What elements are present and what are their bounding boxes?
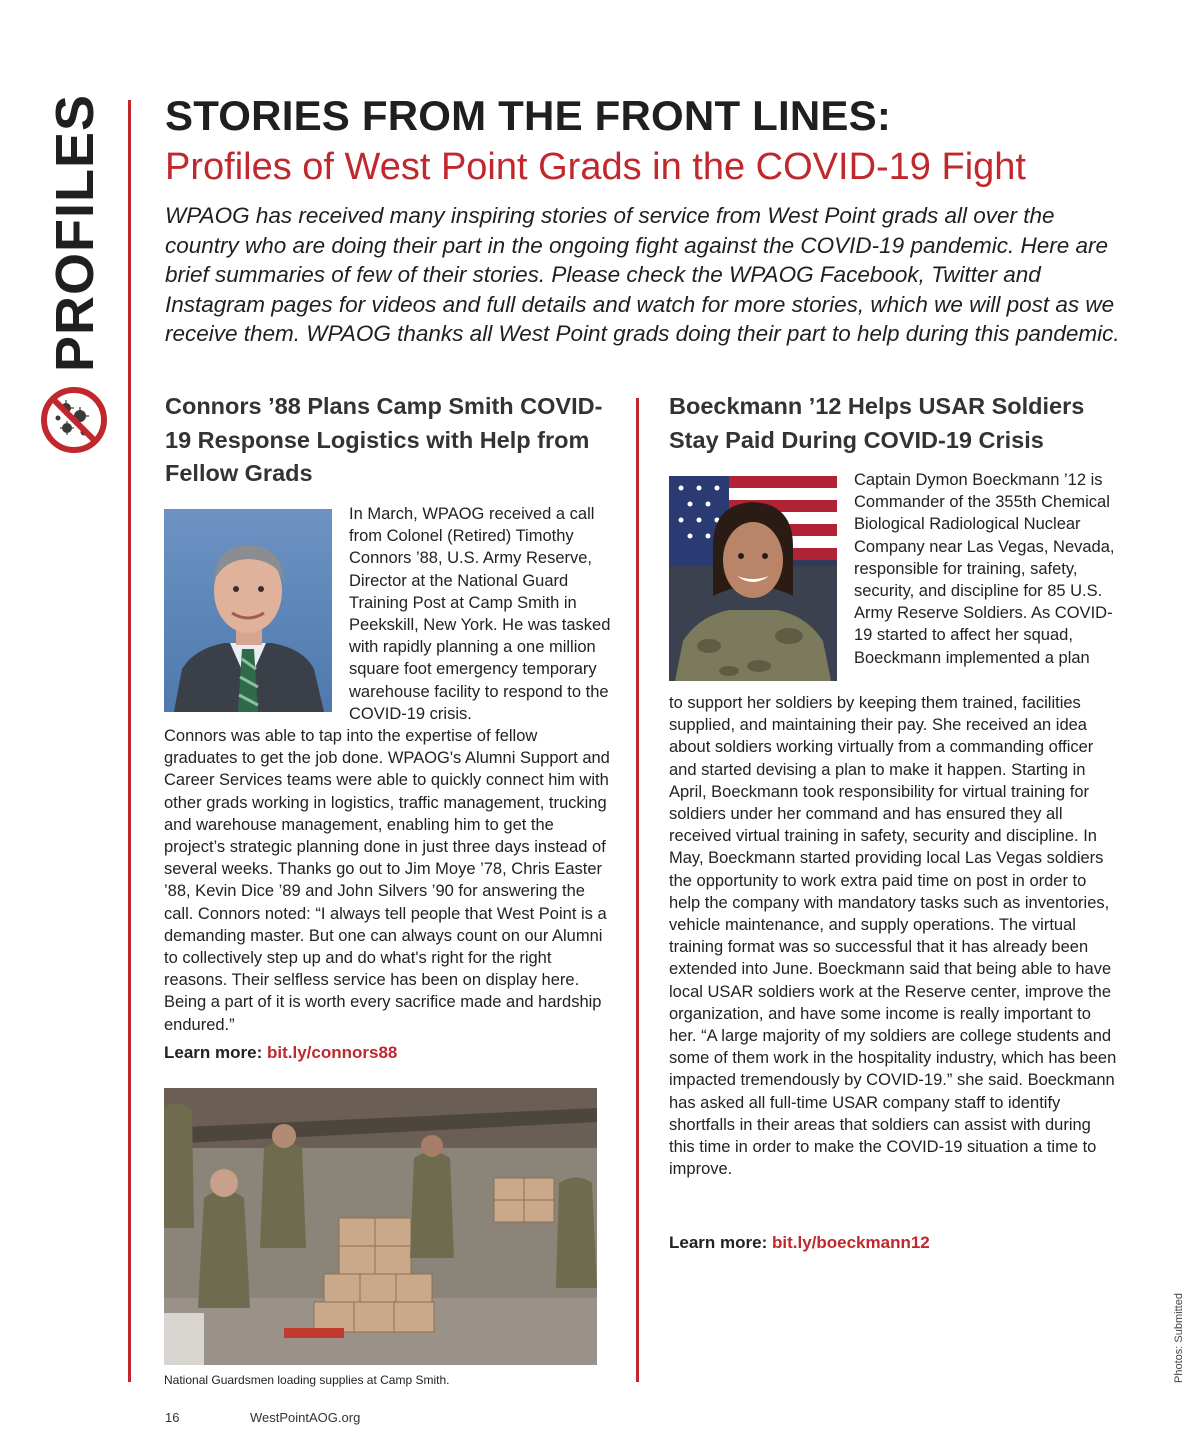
warehouse-photo-caption: National Guardsmen loading supplies at Camp Smith. — [164, 1373, 450, 1387]
boeckmann-portrait — [669, 476, 837, 681]
photo-credit — [1168, 1290, 1190, 1386]
left-divider-rule — [128, 100, 131, 1382]
boeckmann-body-text-block — [669, 692, 1119, 1180]
boeckmann-body-text: to support her soldiers by keeping them trained, facilities supplied, and maintaining their pay. She received an idea about soldiers working virtually from a commanding officer and started devising a plan to make it happen. Starting in April, Boeckmann took responsibility for virtual training for soldiers under her command and has ensured they all received virtual training in safety, security and discipline. In May, Boeckmann started providing local Las Vegas soldiers the opportunity to work extra paid time on post in order to help the company with mandatory tasks such as inventories, vehicle maintenance, and supply operations. The virtual training format was so successful that it has already been extended into June. Boeckmann said that being able to have local USAR soldiers work at the Reserve center, improve the organization, and have some income is really important to her. “A large majority of my soldiers are college students and some of them work in the hospitality industry, which has been impacted tremendously by COVID-19.” she said. Boeckmann has asked all full-time USAR company staff to identify shortfalls in their areas that soldiers can assist with during this time in order to make the COVID-19 situation a time to improve. — [669, 694, 1117, 1179]
boeckmann-learn-more — [669, 1233, 930, 1253]
covid-prohibited-icon — [40, 386, 108, 454]
warehouse-photo — [164, 1088, 597, 1365]
section-label-text: PROFILES — [45, 93, 105, 372]
page-number: 16 — [165, 1410, 180, 1425]
boeckmann-article-heading: Boeckmann ’12 Helps USAR Soldiers Stay Paid During COVID-19 Crisis — [669, 393, 1085, 453]
page-subtitle: Profiles of West Point Grads in the COVID-19 Fight — [165, 146, 1026, 188]
page-title: STORIES FROM THE FRONT LINES: — [165, 92, 892, 139]
connors-article-heading: Connors ’88 Plans Camp Smith COVID-19 Response Logistics with Help from Fellow Grads — [165, 393, 603, 486]
connors-learn-more — [164, 1043, 397, 1063]
connors-learn-more-link[interactable]: bit.ly/connors88 — [266, 1043, 398, 1062]
boeckmann-learn-more-link[interactable]: bit.ly/boeckmann12 — [771, 1233, 930, 1252]
boeckmann-intro-text: Captain Dymon Boeckmann ’12 is Commander of the 355th Chemical Biological Radiological Nuclear Company near Las Vegas, Nevada, responsible for training, safety, security, and discipline for 85 U.S. Army Reserve Soldiers. As COVID-19 started to affect her squad, Boeckmann implemented a plan — [854, 471, 1115, 667]
column-divider-rule — [636, 398, 639, 1382]
section-label — [30, 95, 120, 370]
connors-learn-more-label: Learn more: — [164, 1043, 263, 1062]
photo-credit-text: Photos: Submitted — [1173, 1293, 1185, 1383]
connors-body-text: Connors was able to tap into the expertise of fellow graduates to get the job done. WPAOG's Alumni Support and Career Services teams were able to quickly connect him with other grads working in logistics, traffic management, trucking and warehouse management, enabling him to get the project’s strategic planning done in just three days instead of several weeks. Thanks go out to Jim Moye ’78, Chris Easter ’88, Kevin Dice ’89 and John Silvers ’90 for answering the call. Connors noted: “I always tell people that West Point is a demanding master. But one can always count on our Alumni to collectively step up and do what's right for the right reasons. Their selfless service has been on display here. Being a part of it is worth every sacrifice made and hardship endured.” — [164, 727, 610, 1034]
connors-intro-text: In March, WPAOG received a call from Colonel (Retired) Timothy Connors ’88, U.S. Army Reserve, Director at the National Guard Training Post at Camp Smith in Peekskill, New York. He was tasked with rapidly planning a one million square foot emergency temporary warehouse facility to respond to the COVID-19 crisis. — [349, 505, 611, 723]
connors-body-text-block — [164, 725, 614, 1036]
boeckmann-learn-more-label: Learn more: — [669, 1233, 768, 1252]
connors-intro-text-block — [349, 503, 619, 725]
footer-site: WestPointAOG.org — [250, 1410, 361, 1425]
boeckmann-intro-text-block — [854, 469, 1119, 669]
intro-paragraph: WPAOG has received many inspiring stories of service from West Point grads all over the country who are doing their part in the ongoing fight against the COVID-19 pandemic. Here are brief summaries of few of their stories. Please check the WPAOG Facebook, Twitter and Instagram pages for videos and full details and watch for more stories, which we will post as we receive them. WPAOG thanks all West Point grads doing their part to help during this pandemic. — [165, 203, 1120, 347]
connors-portrait — [164, 509, 332, 712]
